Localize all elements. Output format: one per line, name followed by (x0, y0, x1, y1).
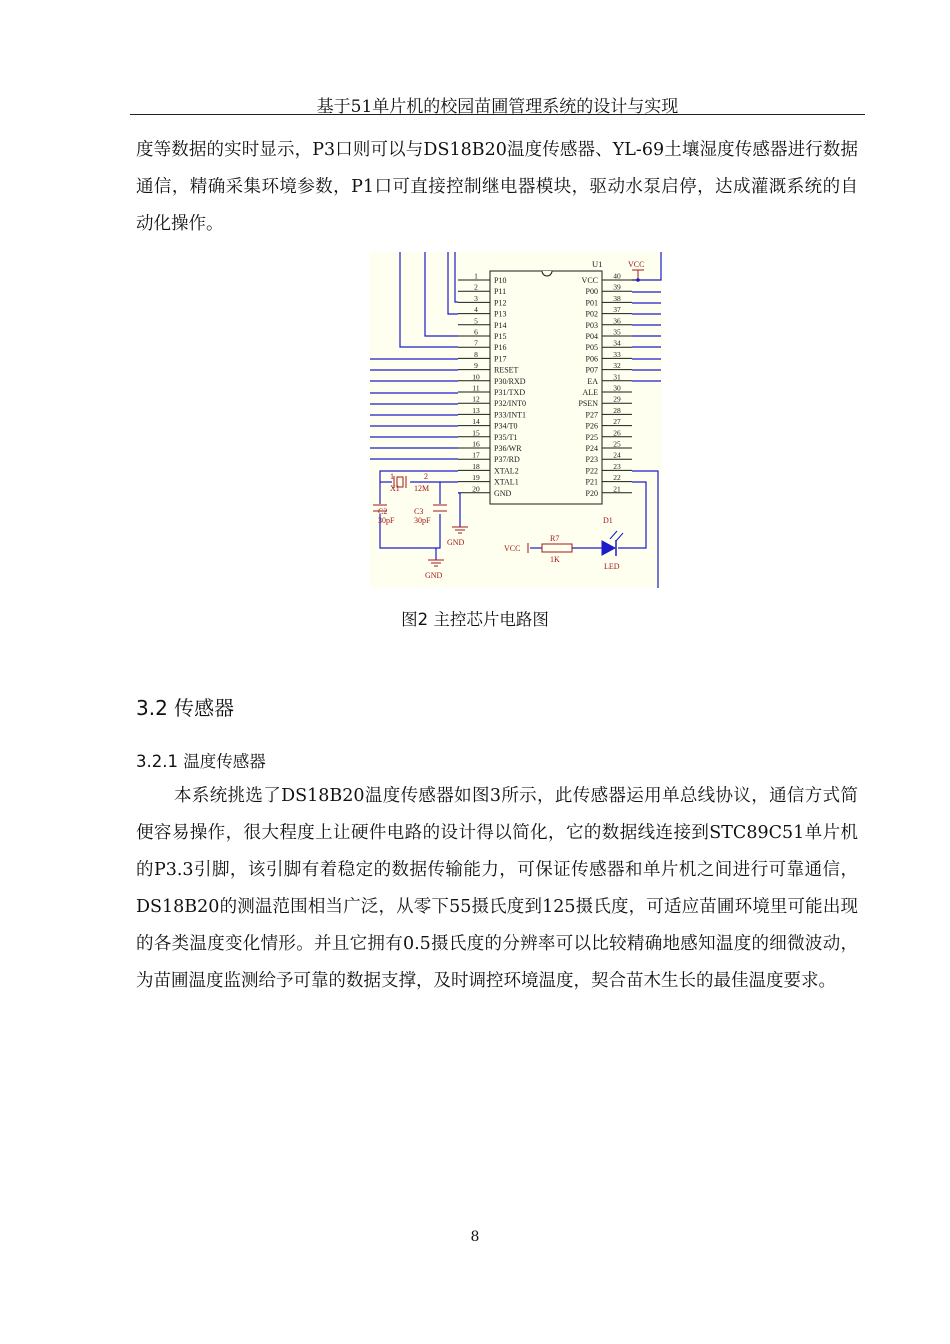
section-heading: 3.2 传感器 (136, 696, 235, 720)
d1-arrow-1 (610, 531, 617, 539)
pin-name: P27 (585, 410, 598, 420)
figure-caption: 图2 主控芯片电路图 (401, 610, 549, 629)
pin-number: 34 (613, 338, 621, 348)
page-number: 8 (470, 1229, 480, 1245)
pin-number: 24 (613, 450, 621, 460)
c2-value: 30pF (378, 516, 395, 525)
pin-name: P35/T1 (494, 432, 518, 442)
pin-name: P12 (494, 298, 507, 308)
pin-number: 14 (472, 417, 480, 427)
pin-name: P21 (585, 477, 598, 487)
d1-ref: D1 (603, 516, 613, 525)
pin-number: 10 (472, 372, 480, 382)
wire-p16 (400, 252, 458, 347)
pin-number: 33 (613, 349, 621, 359)
pin-number: 11 (472, 383, 480, 393)
pin-number: 9 (474, 361, 478, 371)
wire-p21 (618, 482, 646, 548)
gnd-symbol-chip (452, 527, 468, 533)
pin-name: P03 (585, 320, 598, 330)
pin-number: 39 (613, 282, 621, 292)
pin-name: P37/RD (494, 455, 520, 465)
pin-number: 18 (472, 461, 480, 471)
pin-number: 3 (474, 293, 478, 303)
r7-symbol (542, 544, 572, 552)
pin-number: 28 (613, 405, 621, 415)
c3-ref: C3 (414, 507, 424, 516)
pin-number: 25 (613, 439, 621, 449)
pin-number: 22 (613, 473, 621, 483)
pin-name: P16 (494, 343, 507, 353)
pin-number: 12 (472, 394, 480, 404)
pin-name: RESET (494, 365, 519, 375)
pin-name: P05 (585, 343, 598, 353)
pin-number: 29 (613, 394, 621, 404)
r7-value: 1K (550, 555, 560, 564)
pin-name: P17 (494, 354, 507, 364)
gnd-label-caps: GND (425, 571, 443, 580)
wire-p15 (425, 252, 458, 336)
chip-ref: U1 (592, 259, 603, 269)
circuit-figure (370, 252, 662, 588)
pin-name: P07 (585, 365, 598, 375)
pin-name: P00 (585, 287, 598, 297)
pin-number: 7 (474, 338, 478, 348)
body-paragraph-1: 度等数据的实时显示，P3口则可以与DS18B20温度传感器、YL-69土壤湿度传感器进行数据通信，精确采集环境参数，P1口可直接控制继电器模块，驱动水泵启停，达成灌溉系统的自动化操作。 (136, 140, 858, 234)
pin-number: 15 (472, 428, 480, 438)
subsection-heading: 3.2.1 温度传感器 (136, 752, 266, 771)
pin-number: 38 (613, 293, 621, 303)
crystal-pin2: 2 (424, 472, 428, 481)
pin-name: ALE (582, 388, 598, 397)
wire-p13 (455, 252, 458, 302)
gnd-label-chip: GND (447, 538, 465, 547)
pin-number: 23 (613, 461, 621, 471)
pin-name: P01 (585, 298, 598, 308)
pin-number: 6 (474, 327, 478, 337)
pin-name: P11 (494, 287, 507, 297)
pin-number: 2 (474, 282, 478, 292)
pin-number: 32 (613, 361, 621, 371)
vcc-top-junction (636, 278, 640, 282)
pin-number: 26 (613, 428, 621, 438)
pin-name: P13 (494, 309, 507, 319)
d1-led-symbol (602, 541, 615, 555)
pin-number: 31 (613, 372, 621, 382)
pin-number: 4 (474, 305, 478, 315)
pin-name: GND (494, 488, 512, 498)
pin-number: 30 (613, 383, 621, 393)
pin-number: 17 (472, 450, 480, 460)
gnd-symbol-caps (428, 560, 444, 566)
crystal-value: 12M (414, 484, 430, 493)
pin-number: 8 (474, 349, 478, 359)
pin-name: P25 (585, 432, 598, 442)
pin-name: P20 (585, 488, 598, 498)
pin-name: P31/TXD (494, 388, 526, 397)
pin-number: 16 (472, 439, 480, 449)
pin-number: 27 (613, 417, 621, 427)
pin-name: VCC (581, 276, 598, 285)
vcc-top-label: VCC (628, 260, 645, 269)
pin-number: 20 (472, 484, 480, 494)
pin-number: 5 (474, 316, 478, 326)
pin-number: 13 (472, 405, 480, 415)
pin-name: XTAL2 (494, 466, 519, 476)
pin-name: P22 (585, 466, 598, 476)
pin-name: P33/INT1 (494, 410, 526, 420)
pin-name: P36/WR (494, 444, 522, 453)
pin-name: P04 (585, 332, 598, 341)
pin-name: P23 (585, 455, 598, 465)
crystal-pin1: 1 (390, 472, 394, 481)
wire-gnd-chip (458, 493, 460, 527)
c2-ref: C2 (378, 507, 388, 516)
pin-number: 21 (613, 484, 621, 494)
circuit-diagram (370, 252, 662, 588)
pin-name: PSEN (578, 399, 598, 409)
pin-name: P06 (585, 354, 598, 364)
pin-number: 40 (613, 271, 621, 281)
wire-p14 (448, 252, 458, 314)
pin-name: P10 (494, 276, 507, 285)
pin-name: XTAL1 (494, 477, 519, 487)
d1-value: LED (604, 562, 620, 571)
wire-p22 (632, 471, 658, 588)
pin-number: 19 (472, 473, 480, 483)
header-rule (130, 114, 865, 115)
crystal-ref: X1 (390, 484, 400, 493)
r7-ref: R7 (550, 534, 560, 543)
pin-name: P30/RXD (494, 376, 526, 386)
pin-name: P02 (585, 309, 598, 319)
pin-number: 1 (474, 271, 478, 281)
pin-name: EA (587, 376, 598, 386)
pin-name: P26 (585, 421, 598, 431)
pin-number: 37 (613, 305, 621, 315)
pin-number: 35 (613, 327, 621, 337)
pin-name: P24 (585, 444, 598, 453)
pin-number: 36 (613, 316, 621, 326)
pin-name: P32/INT0 (494, 399, 526, 409)
pin-name: P34/T0 (494, 421, 518, 431)
body-paragraph-2: 本系统挑选了DS18B20温度传感器如图3所示，此传感器运用单总线协议，通信方式简便容易操作，很大程度上让硬件电路的设计得以简化，它的数据线连接到STC89C51单片机的P3.3引脚，该引脚有着稳定的数据传输能力，可保证传感器和单片机之间进行可靠通信，DS18B20的测温范围相当广泛，从零下55摄氏度到125摄氏度，可适应苗圃环境里可能出现的各类温度变化情形。并且它拥有0.5摄氏度的分辨率可以比较精确地感知温度的细微波动，为苗圃温度监测给予可靠的数据支撑，及时调控环境温度，契合苗木生长的最佳温度要求。 (136, 786, 858, 991)
pin-name: P15 (494, 332, 507, 341)
d1-arrow-2 (616, 533, 623, 541)
c3-value: 30pF (414, 516, 431, 525)
page-header-title: 基于51单片机的校园苗圃管理系统的设计与实现 (316, 97, 679, 117)
vcc-led-label: VCC (504, 544, 521, 553)
pin-name: P14 (494, 320, 507, 330)
